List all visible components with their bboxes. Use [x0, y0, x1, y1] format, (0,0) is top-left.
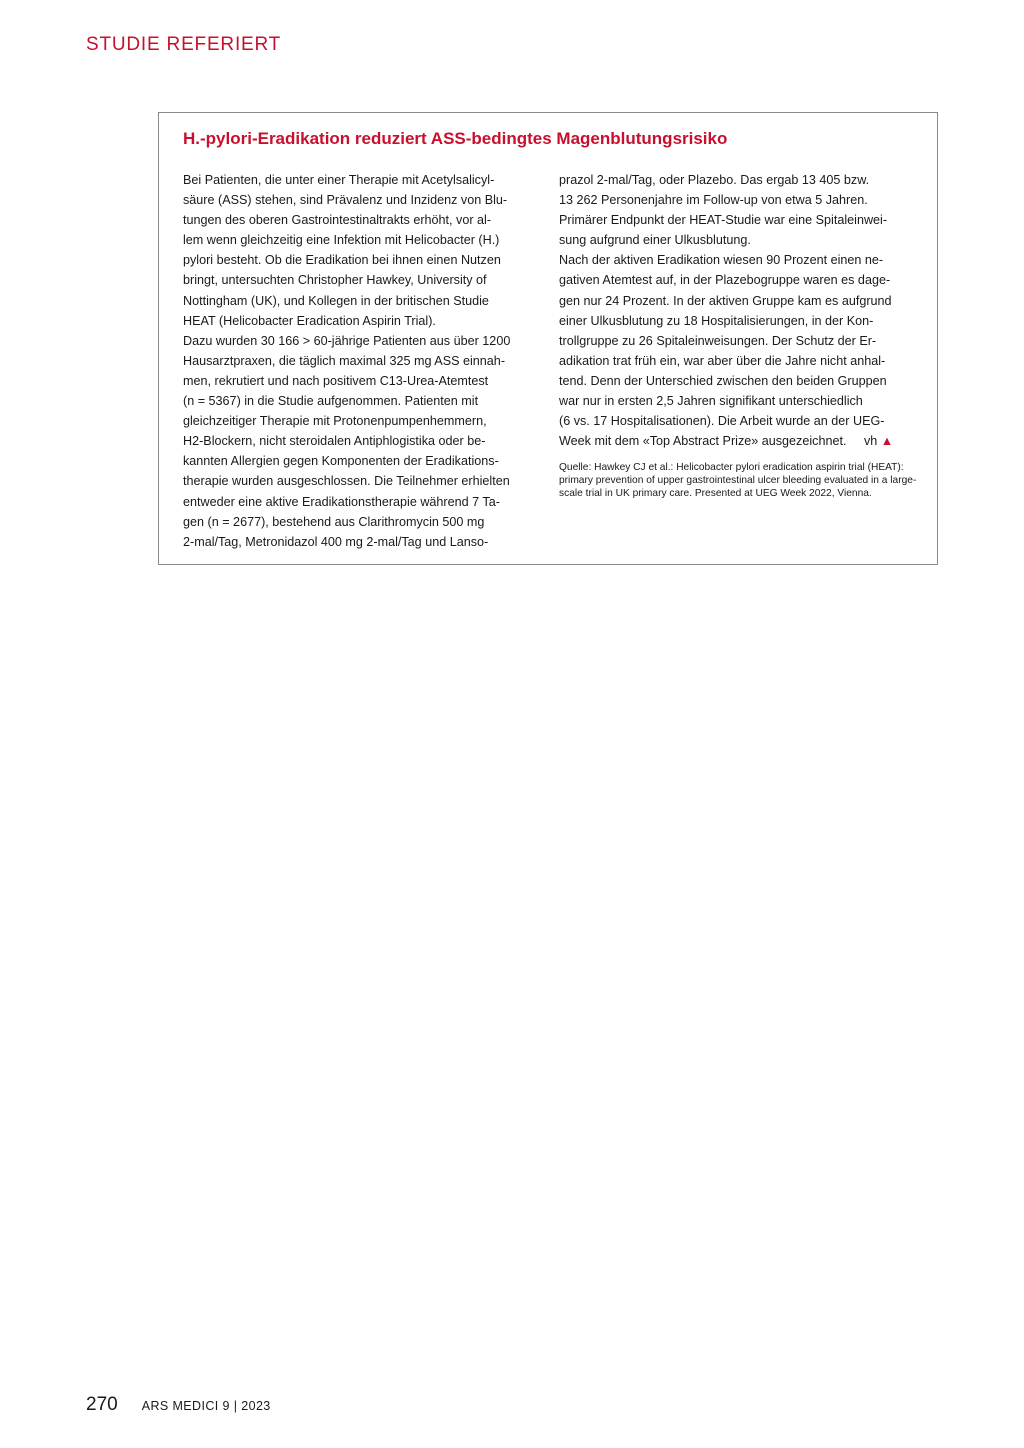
text-line: sung aufgrund einer Ulkusblutung. [559, 233, 751, 248]
section-label: STUDIE REFERIERT [86, 34, 282, 55]
text-line: gen nur 24 Prozent. In der aktiven Gruppe kam es aufgrund [559, 293, 892, 308]
journal-info: ARS MEDICI 9 | 2023 [141, 1399, 271, 1413]
text-line: säure (ASS) stehen, sind Prävalenz und Inzidenz von Blu- [183, 193, 508, 208]
left-column [183, 170, 543, 552]
text-line: adikation trat früh ein, war aber über die Jahre nicht anhal- [559, 353, 886, 368]
right-column [559, 170, 919, 500]
text-line: men, rekrutiert und nach positivem C13-Urea-Atemtest [183, 373, 489, 388]
text-line: Bei Patienten, die unter einer Therapie mit Acetylsalicyl- [183, 173, 495, 187]
text-line: Dazu wurden 30 166 > 60-jährige Patienten aus über 1200 [183, 333, 511, 348]
text-line: prazol 2-mal/Tag, oder Plazebo. Das ergab 13 405 bzw. [559, 173, 870, 187]
paragraph [559, 170, 919, 250]
paragraph [559, 250, 919, 451]
author-initials: vh [863, 434, 878, 449]
text-line: Nach der aktiven Eradikation wiesen 90 Prozent einen ne- [559, 253, 884, 268]
text-line: tungen des oberen Gastrointestinaltrakts erhöht, vor al- [183, 213, 492, 228]
text-line: (n = 5367) in die Studie aufgenommen. Patienten mit [183, 394, 479, 409]
page-number: 270 [86, 1394, 118, 1415]
text-line: bringt, untersuchten Christopher Hawkey, University of [183, 273, 487, 288]
text-line: einer Ulkusblutung zu 18 Hospitalisierungen, in der Kon- [559, 313, 874, 328]
text-line: gleichzeitiger Therapie mit Protonenpumpenhemmern, [183, 414, 487, 429]
article-title: H.-pylori-Eradikation reduziert ASS-bedingtes Magenblutungsrisiko [183, 129, 728, 148]
text-line: pylori besteht. Ob die Eradikation bei ihnen einen Nutzen [183, 253, 501, 268]
text-line: gen (n = 2677), bestehend aus Clarithromycin 500 mg [183, 514, 485, 529]
text-line: entweder eine aktive Eradikationstherapie während 7 Ta- [183, 494, 500, 509]
text-line: Nottingham (UK), und Kollegen in der britischen Studie [183, 293, 489, 308]
end-mark-icon: ▲ [880, 434, 894, 449]
text-line: H2-Blockern, nicht steroidalen Antiphlogistika oder be- [183, 434, 486, 449]
text-line: kannten Allergien gegen Komponenten der Eradikations- [183, 454, 499, 469]
article-box [158, 112, 938, 565]
text-line: gativen Atemtest auf, in der Plazebogruppe waren es dage- [559, 273, 891, 288]
text-line: tend. Denn der Unterschied zwischen den beiden Gruppen [559, 373, 887, 388]
text-line: Primärer Endpunkt der HEAT-Studie war eine Spitaleinwei- [559, 213, 888, 228]
text-line: 13 262 Personenjahre im Follow-up von etwa 5 Jahren. [559, 193, 868, 208]
text-line: Week mit dem «Top Abstract Prize» ausgezeichnet. [559, 434, 847, 449]
source-note: Quelle: Hawkey CJ et al.: Helicobacter pylori eradication aspirin trial (HEAT): primary prevention of upper gastrointestinal ulcer bleeding evaluated in a large-scale trial in UK primary care. Presented at UEG Week 2022, Vienna. [559, 462, 917, 499]
author-signature [846, 434, 893, 448]
text-line: 2-mal/Tag, Metronidazol 400 mg 2-mal/Tag und Lanso- [183, 534, 489, 549]
text-line: trollgruppe zu 26 Spitaleinweisungen. Der Schutz der Er- [559, 333, 877, 348]
text-line: HEAT (Helicobacter Eradication Aspirin Trial). [183, 313, 436, 328]
page-footer [86, 1394, 271, 1416]
paragraph [183, 170, 543, 331]
text-line: war nur in ersten 2,5 Jahren signifikant unterschiedlich [559, 394, 863, 409]
paragraph [183, 331, 543, 552]
text-line: lem wenn gleichzeitig eine Infektion mit Helicobacter (H.) [183, 233, 500, 248]
text-line: therapie wurden ausgeschlossen. Die Teilnehmer erhielten [183, 474, 510, 489]
text-line: Hausarztpraxen, die täglich maximal 325 mg ASS einnah- [183, 353, 506, 368]
text-line: (6 vs. 17 Hospitalisationen). Die Arbeit wurde an der UEG- [559, 414, 885, 429]
